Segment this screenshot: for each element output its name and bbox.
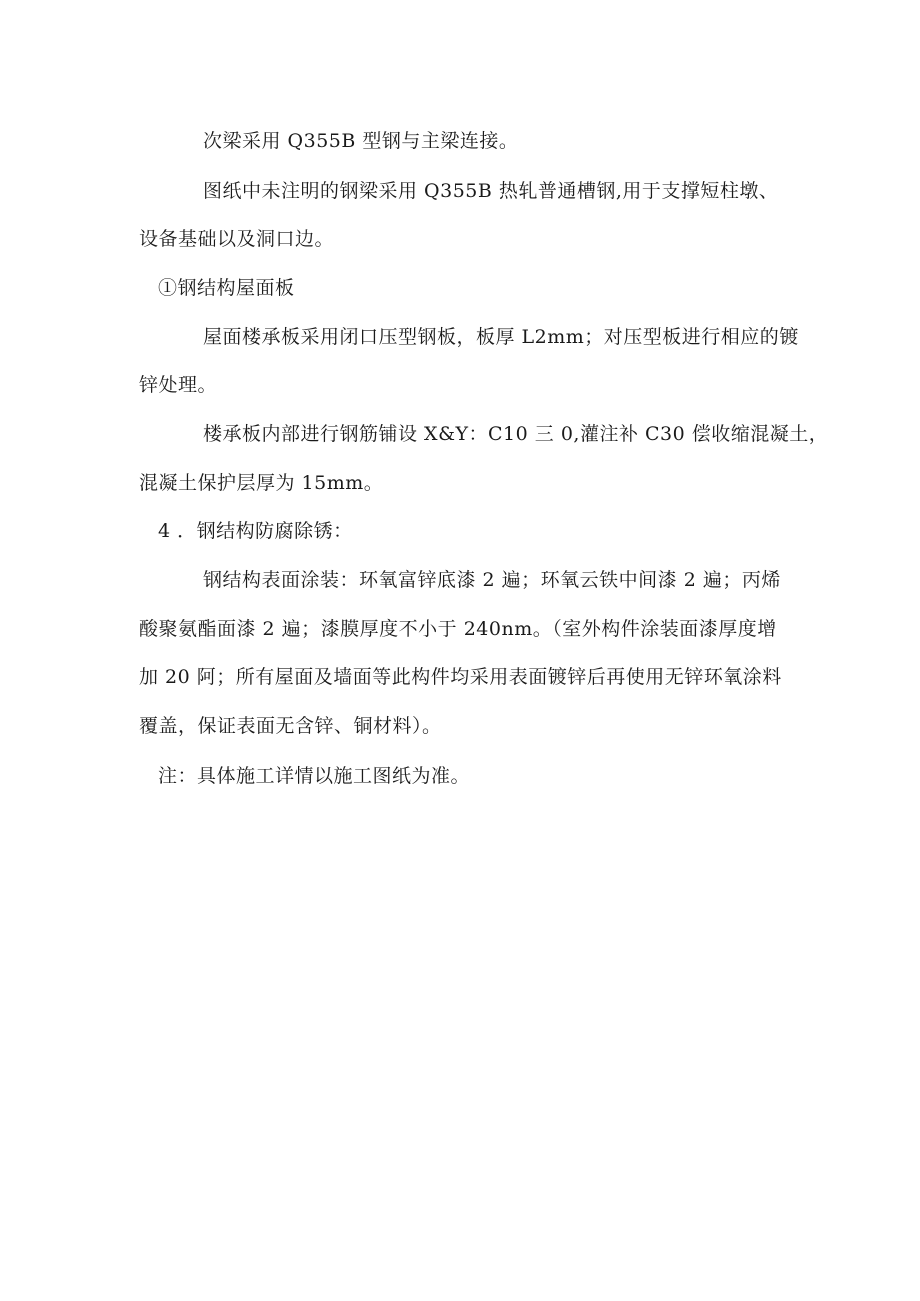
paragraph-floor-deck-line-1: 屋面楼承板采用闭口压型钢板，板厚 L2mm；对压型板进行相应的镀 xyxy=(203,326,799,348)
section-heading-roof-panel: ①钢结构屋面板 xyxy=(158,277,295,299)
paragraph-coating-line-1: 钢结构表面涂装：环氧富锌底漆 2 遍；环氧云铁中间漆 2 遍；丙烯 xyxy=(203,569,781,591)
section-heading-anticorrosion: 4 ．钢结构防腐除锈： xyxy=(158,520,353,542)
paragraph-unmarked-beams-line-1: 图纸中未注明的钢梁采用 Q355B 热轧普通槽钢,用于支撑短柱墩、 xyxy=(203,180,779,202)
paragraph-rebar-line-2: 混凝土保护层厚为 15mm。 xyxy=(139,472,384,494)
paragraph-coating-line-2: 酸聚氨酯面漆 2 遍；漆膜厚度不小于 240nm。（室外构件涂装面漆厚度增 xyxy=(139,618,777,640)
paragraph-unmarked-beams-line-2: 设备基础以及洞口边。 xyxy=(139,228,335,250)
paragraph-secondary-beam: 次梁采用 Q355B 型钢与主梁连接。 xyxy=(203,130,519,152)
note-construction-drawings: 注：具体施工详情以施工图纸为准。 xyxy=(158,765,471,787)
paragraph-coating-line-4: 覆盖，保证表面无含锌、铜材料）。 xyxy=(139,715,442,737)
paragraph-coating-line-3: 加 20 阿；所有屋面及墙面等此构件均采用表面镀锌后再使用无锌环氧涂料 xyxy=(139,666,782,688)
paragraph-floor-deck-line-2: 锌处理。 xyxy=(139,374,218,396)
paragraph-rebar-line-1: 楼承板内部进行钢筋铺设 X&Y：C10 三 0,灌注补 C30 偿收缩混凝土， xyxy=(203,423,829,445)
